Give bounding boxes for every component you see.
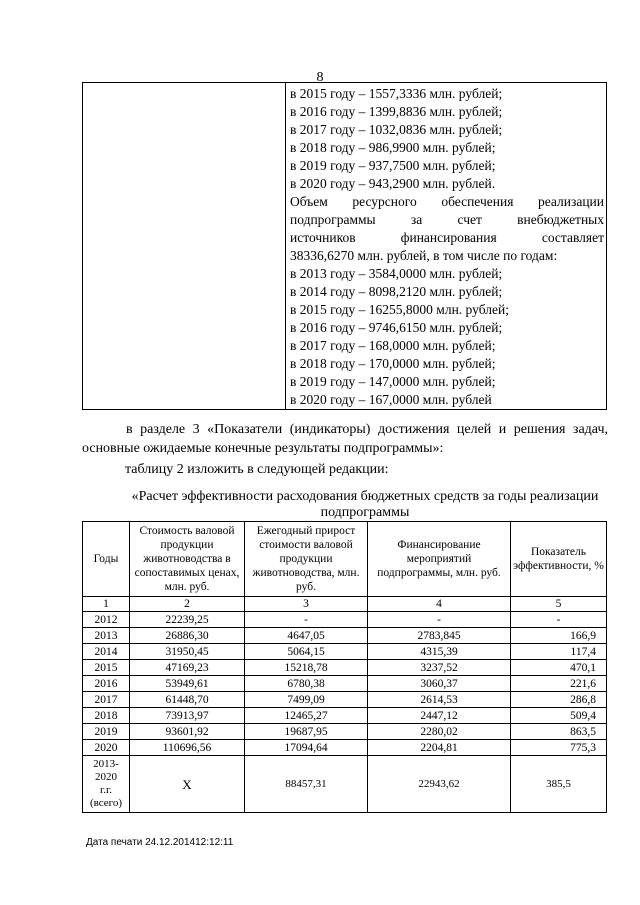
cell-production: 31950,45 [130, 644, 245, 660]
funding-line: в 2019 году – 937,7500 млн. рублей; [290, 158, 496, 173]
cell-year: 2013 [83, 628, 130, 644]
cell-financing: 2614,53 [368, 692, 511, 708]
table-row [83, 676, 607, 692]
page-number: 8 [316, 70, 324, 85]
cell-production: 26886,30 [130, 628, 245, 644]
cell-efficiency: - [511, 612, 607, 628]
cell-efficiency: 470,1 [511, 660, 607, 676]
table-row [83, 660, 607, 676]
header-years: Годы [83, 522, 130, 597]
cell-efficiency: 166,9 [511, 628, 607, 644]
table-row [83, 724, 607, 740]
cell-financing: - [368, 612, 511, 628]
funding-paragraph-line: 38336,6270 млн. рублей, в том числе по годам: [290, 248, 558, 263]
table-caption: «Расчет эффективности расходования бюджетных средств за годы реализации подпрограммы [131, 489, 599, 520]
table-row [83, 612, 607, 628]
cell-year: 2020 [83, 740, 130, 756]
cell-financing: 2783,845 [368, 628, 511, 644]
cell-efficiency: 286,8 [511, 692, 607, 708]
funding-line: в 2015 году – 16255,8000 млн. рублей; [290, 302, 509, 317]
cell-year: 2017 [83, 692, 130, 708]
funding-line: в 2013 году – 3584,0000 млн. рублей; [290, 266, 503, 281]
total-label-line: 2020 [95, 771, 117, 783]
cell-production: 61448,70 [130, 692, 245, 708]
total-production: X [130, 756, 245, 813]
section-3-paragraph: в разделе 3 «Показатели (индикаторы) достижения целей и решения задач, основные ожидаемые конечные результаты подпрограммы»: [82, 422, 608, 456]
funding-line: в 2014 году – 8098,2120 млн. рублей; [290, 284, 503, 299]
cell-growth: 15218,78 [245, 660, 368, 676]
cell-financing: 3237,52 [368, 660, 511, 676]
efficiency-table [82, 521, 607, 813]
header-annual-growth: Ежегодный прирост стоимости валовой продукции животноводства, млн. руб. [245, 522, 368, 597]
funding-paragraph-line: источников финансирования составляет [290, 230, 604, 245]
cell-growth: 7499,09 [245, 692, 368, 708]
cell-financing: 2280,02 [368, 724, 511, 740]
funding-line: в 2017 году – 168,0000 млн. рублей; [290, 338, 496, 353]
table-row [83, 692, 607, 708]
cell-efficiency: 117,4 [511, 644, 607, 660]
cell-financing: 2204,81 [368, 740, 511, 756]
cell-year: 2016 [83, 676, 130, 692]
cell-year: 2015 [83, 660, 130, 676]
table-row [83, 644, 607, 660]
print-date: Дата печати 24.12.201412:12:11 [86, 837, 234, 848]
cell-financing: 3060,37 [368, 676, 511, 692]
cell-growth: 4647,05 [245, 628, 368, 644]
cell-production: 73913,97 [130, 708, 245, 724]
header-production-value: Стоимость валовой продукции животноводства в сопоставимых ценах, млн. руб. [130, 522, 245, 597]
total-row [83, 756, 607, 813]
table-2-instruction: таблицу 2 изложить в следующей редакции: [125, 462, 389, 477]
efficiency-table-wrapper [82, 521, 607, 813]
funding-line: в 2015 году – 1557,3336 млн. рублей; [290, 86, 503, 101]
funding-table-text-cell [286, 83, 607, 410]
column-number: 1 [83, 597, 130, 612]
cell-production: 47169,23 [130, 660, 245, 676]
funding-line: в 2020 году – 167,0000 млн. рублей [290, 392, 492, 407]
cell-efficiency: 509,4 [511, 708, 607, 724]
total-label-line: (всего) [89, 797, 123, 809]
column-number: 3 [245, 597, 368, 612]
cell-growth: 19687,95 [245, 724, 368, 740]
funding-paragraph-line: Объем ресурсного обеспечения реализации [290, 194, 604, 209]
funding-line: в 2018 году – 170,0000 млн. рублей; [290, 356, 496, 371]
total-efficiency: 385,5 [511, 756, 607, 813]
funding-line: в 2020 году – 943,2900 млн. рублей. [290, 176, 496, 191]
cell-growth: 17094,64 [245, 740, 368, 756]
funding-line: в 2016 году – 9746,6150 млн. рублей; [290, 320, 503, 335]
funding-line: в 2019 году – 147,0000 млн. рублей; [290, 374, 496, 389]
cell-year: 2019 [83, 724, 130, 740]
cell-financing: 4315,39 [368, 644, 511, 660]
cell-growth: 6780,38 [245, 676, 368, 692]
cell-year: 2018 [83, 708, 130, 724]
header-financing: Финансирование мероприятий подпрограммы, млн. руб. [368, 522, 511, 597]
cell-financing: 2447,12 [368, 708, 511, 724]
cell-production: 110696,56 [130, 740, 245, 756]
funding-line: в 2018 году – 986,9900 млн. рублей; [290, 140, 496, 155]
column-number: 5 [511, 597, 607, 612]
cell-production: 93601,92 [130, 724, 245, 740]
table-row [83, 740, 607, 756]
total-label [83, 756, 130, 813]
total-label-line: г.г. [99, 784, 113, 796]
funding-paragraph-line: подпрограммы за счет внебюджетных [290, 212, 604, 227]
total-financing: 22943,62 [368, 756, 511, 813]
cell-growth: 12465,27 [245, 708, 368, 724]
funding-line: в 2016 году – 1399,8836 млн. рублей; [290, 104, 503, 119]
total-label-line: 2013- [93, 758, 119, 770]
cell-production: 22239,25 [130, 612, 245, 628]
table-row [83, 708, 607, 724]
cell-growth: 5064,15 [245, 644, 368, 660]
funding-table-empty-cell [83, 83, 286, 410]
cell-year: 2014 [83, 644, 130, 660]
cell-growth: - [245, 612, 368, 628]
cell-year: 2012 [83, 612, 130, 628]
table-row [83, 628, 607, 644]
column-number: 4 [368, 597, 511, 612]
cell-efficiency: 221,6 [511, 676, 607, 692]
column-number: 2 [130, 597, 245, 612]
cell-efficiency: 775,3 [511, 740, 607, 756]
cell-efficiency: 863,5 [511, 724, 607, 740]
funding-table [82, 82, 607, 410]
header-efficiency: Показатель эффективности, % [511, 522, 607, 597]
total-growth: 88457,31 [245, 756, 368, 813]
cell-production: 53949,61 [130, 676, 245, 692]
funding-line: в 2017 году – 1032,0836 млн. рублей; [290, 122, 503, 137]
